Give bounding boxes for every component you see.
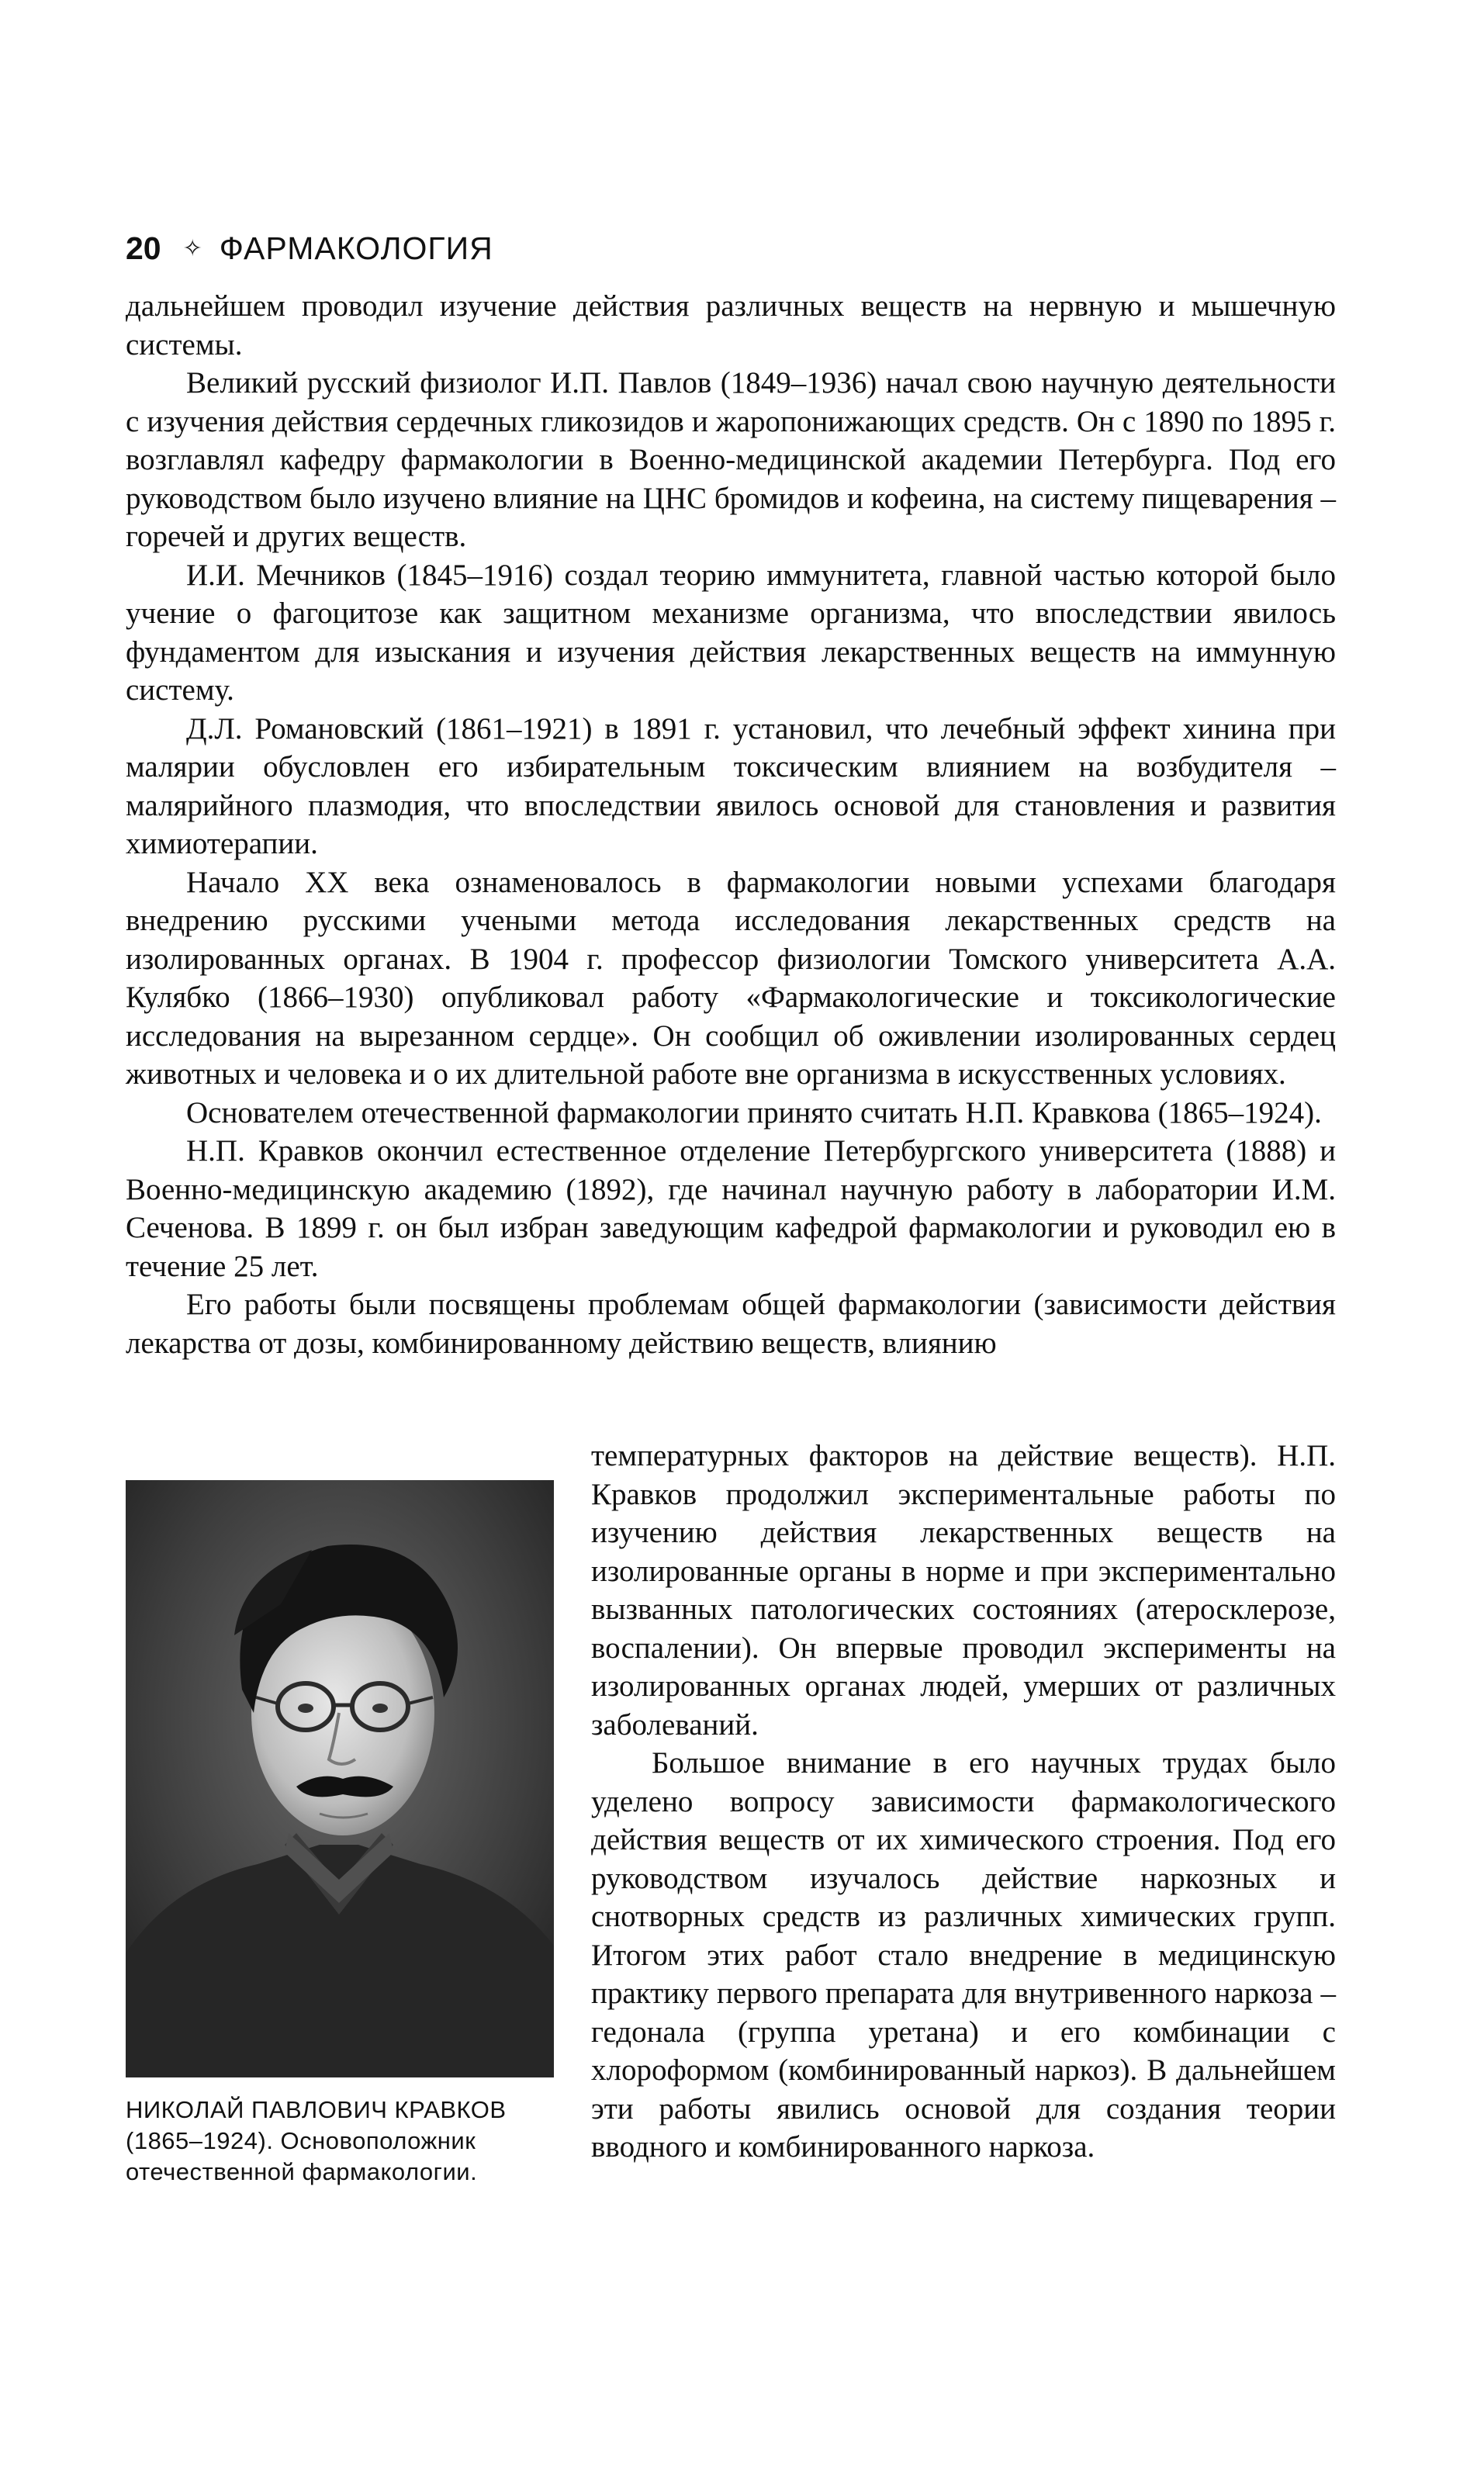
caption-description: (1865–1924). Основоположник отечественной фармакологии. bbox=[126, 2127, 478, 2185]
paragraph: Начало XX века ознаменовалось в фармакологии новыми успехами благодаря внедрению русскими учеными метода исследования лекарственных средств на изолированных органах. В 1904 г. профессор физиологии Томского университета А.А. Кулябко (1866–1930) опубликовал работу «Фармакологические и токсикологические исследования на вырезанном сердце». Он сообщил об оживлении изолированных сердец животных и человека и о их длительной работе вне организма в искусственных условиях. bbox=[126, 865, 1336, 1091]
main-text bbox=[126, 287, 1336, 1362]
wrapped-text-column bbox=[591, 1437, 1336, 2167]
paragraph: Д.Л. Романовский (1861–1921) в 1891 г. установил, что лечебный эффект хинина при малярии обусловлен его избирательным токсическим влиянием на возбудителя – малярийного плазмодия, что впоследствии явилось основой для становления и развития химиотерапии. bbox=[126, 711, 1336, 860]
diamond-icon: ✧ bbox=[182, 236, 202, 261]
paragraph: Его работы были посвящены проблемам общей фармакологии (зависимости действия лекарства от дозы, комбинированному действию веществ, влиянию bbox=[126, 1288, 1336, 1360]
figure-caption bbox=[126, 2095, 576, 2188]
portrait-photo bbox=[126, 1480, 554, 2077]
paragraph: Большое внимание в его научных трудах было уделено вопросу зависимости фармакологического действия веществ от их химического строения. Под его руководством изучалось действие наркозных и снотворных средств из различных химических групп. Итогом этих работ стало внедрение в медицинскую практику первого препарата для внутривенного наркоза – гедонала (группа уретана) и его комбинации с хлороформом (комбинированный наркоз). В дальнейшем эти работы явились основой для создания теории вводного и комбинированного наркоза. bbox=[591, 1746, 1336, 2164]
paragraph: дальнейшем проводил изучение действия различных веществ на нервную и мышечную системы. bbox=[126, 289, 1336, 362]
paragraph: температурных факторов на действие веществ). Н.П. Кравков продолжил экспериментальные работы по изучению действия лекарственных веществ на изолированные органы в норме и при экспериментально вызванных патологических состояниях (атеросклерозе, воспалении). Он впервые проводил эксперименты на изолированных органах людей, умерших от различных заболеваний. bbox=[591, 1439, 1336, 1742]
paragraph: И.И. Мечников (1845–1916) создал теорию иммунитета, главной частью которой было учение о фагоцитозе как защитном механизме организма, что впоследствии явилось фундаментом для изыскания и изучения действия лекарственных веществ на иммунную систему. bbox=[126, 558, 1336, 707]
paragraph: Великий русский физиолог И.П. Павлов (1849–1936) начал свою научную деятельности с изучения действия сердечных гликозидов и жаропонижающих средств. Он с 1890 по 1895 г. возглавлял кафедру фармакологии в Военно-медицинской академии Петербурга. Под его руководством было изучено влияние на ЦНС бромидов и кофеина, на систему пищеварения – горечей и других веществ. bbox=[126, 366, 1336, 553]
running-head bbox=[126, 227, 1336, 271]
section-title: ФАРМАКОЛОГИЯ bbox=[219, 230, 493, 266]
page-number: 20 bbox=[126, 230, 161, 266]
paragraph: Н.П. Кравков окончил естественное отделение Петербургского университета (1888) и Военно-медицинскую академию (1892), где начинал научную работу в лаборатории И.М. Сеченова. В 1899 г. он был избран заведующим кафедрой фармакологии и руководил ею в течение 25 лет. bbox=[126, 1134, 1336, 1283]
paragraph: Основателем отечественной фармакологии принято считать Н.П. Кравкова (1865–1924). bbox=[186, 1095, 1322, 1129]
caption-name: НИКОЛАЙ ПАВЛОВИЧ КРАВКОВ bbox=[126, 2096, 507, 2123]
